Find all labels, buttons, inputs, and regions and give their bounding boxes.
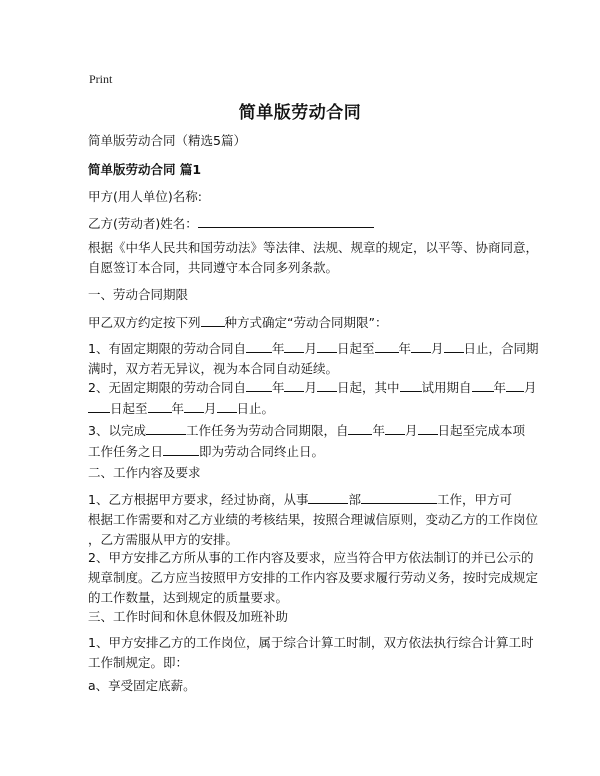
blank <box>317 377 337 392</box>
blank <box>284 338 304 353</box>
section-1-heading: 一、劳动合同期限 <box>88 287 189 302</box>
fixed-term-text: 年 <box>398 341 412 356</box>
fixed-term-text: 日起至 <box>337 341 375 356</box>
open-term-text: 日止。 <box>236 401 275 416</box>
fixed-term-text: 月 <box>431 341 444 356</box>
job-text: 部 <box>348 492 361 507</box>
requirements-paragraph <box>88 548 539 608</box>
job-line <box>88 489 520 510</box>
task-term-text: 日起至完成本项 <box>437 423 526 438</box>
fixed-term-text: 年 <box>271 341 285 356</box>
blank <box>284 377 304 392</box>
term-blank <box>201 312 225 327</box>
open-term-text: 年 <box>493 380 507 395</box>
task-term-text: 3、以完成 <box>88 423 146 438</box>
requirements-line: 的工作数量，达到规定的质量要求。 <box>88 590 289 605</box>
hours-paragraph <box>88 633 534 673</box>
open-term-text: 2、无固定期限的劳动合同自 <box>88 380 246 395</box>
fixed-term-line <box>88 338 539 359</box>
intro-paragraph <box>88 238 539 278</box>
term-text: 种方式确定“劳动合同期限”： <box>224 315 388 330</box>
document-subtitle: 简单版劳动合同（精选5篇） <box>88 133 246 148</box>
job-line: ，乙方需服从甲方的安排。 <box>88 532 239 547</box>
party-a-line <box>88 187 528 207</box>
salary-line: a、享受固定底薪。 <box>88 678 196 693</box>
blank <box>148 398 172 413</box>
blank <box>506 377 524 392</box>
open-term-paragraph <box>88 377 537 419</box>
open-term-text: 试用期自 <box>421 380 472 395</box>
open-term-text: 月 <box>204 401 217 416</box>
open-term-text: 月 <box>304 380 317 395</box>
fixed-term-line: 满时，双方若无异议，视为本合同自动延续。 <box>88 361 339 376</box>
fixed-term-paragraph <box>88 338 539 379</box>
blank <box>385 420 405 435</box>
blank <box>400 377 422 392</box>
blank <box>246 377 272 392</box>
section-3-heading: 三、工作时间和休息休假及加班补助 <box>88 609 289 624</box>
fixed-term-text: 月 <box>304 341 317 356</box>
hours-line: 1、甲方安排乙方的工作岗位，属于综合计算工时制，双方依法执行综合计算工时 <box>88 635 534 650</box>
job-text: 1、乙方根据甲方要求，经过协商，从事 <box>88 492 309 507</box>
party-b-line <box>88 213 528 234</box>
party-b-label: 乙方(劳动者)姓名： <box>88 216 198 231</box>
term-type-line <box>88 312 528 333</box>
task-term-line <box>88 420 526 441</box>
section-heading: 简单版劳动合同 篇1 <box>88 162 202 177</box>
blank <box>146 420 186 435</box>
open-term-line <box>88 398 520 419</box>
blank <box>246 338 272 353</box>
open-term-text: 年 <box>271 380 285 395</box>
open-term-text: 日起，其中 <box>337 380 400 395</box>
fixed-term-text: 1、有固定期限的劳动合同自 <box>88 341 246 356</box>
job-line: 根据工作需要和对乙方业绩的考核结果，按照合理诚信原则，变动乙方的工作岗位 <box>88 512 539 527</box>
print-label[interactable]: Print <box>89 72 113 86</box>
task-term-paragraph <box>88 420 526 462</box>
open-term-text: 年 <box>171 401 185 416</box>
blank <box>348 420 372 435</box>
job-text: 工作，甲方可 <box>436 492 512 507</box>
open-term-line <box>88 377 537 398</box>
task-term-text: 工作任务为劳动合同期限，自 <box>185 423 349 438</box>
blank <box>163 441 199 456</box>
party-a-label: 甲方(用人单位)名称: <box>88 189 202 204</box>
blank <box>375 338 399 353</box>
task-term-text: 年 <box>372 423 385 438</box>
blank <box>317 338 337 353</box>
task-term-text: 月 <box>404 423 418 438</box>
blank <box>418 420 438 435</box>
open-term-text: 日起至 <box>110 401 148 416</box>
blank <box>88 398 110 413</box>
job-paragraph <box>88 489 539 550</box>
party-b-blank <box>198 213 374 228</box>
blank <box>472 377 494 392</box>
blank <box>411 338 431 353</box>
requirements-line: 2、甲方安排乙方所从事的工作内容及要求，应当符合甲方依法制订的并已公示的 <box>88 550 534 565</box>
blank <box>361 489 437 504</box>
task-term-text: 工作任务之日 <box>88 444 164 459</box>
hours-line: 工作制规定。即： <box>88 655 189 670</box>
intro-line: 自愿签订本合同，共同遵守本合同多列条款。 <box>88 260 339 275</box>
open-term-text: 月 <box>524 380 537 395</box>
section-2-heading: 二、工作内容及要求 <box>88 465 201 480</box>
blank <box>444 338 464 353</box>
blank <box>308 489 348 504</box>
intro-line: 根据《中华人民共和国劳动法》等法律、法规、规章的规定，以平等、协商同意， <box>88 240 539 255</box>
term-text: 甲乙双方约定按下列 <box>88 315 201 330</box>
task-term-text: 即为劳动合同终止日。 <box>199 444 325 459</box>
task-term-line <box>88 441 520 462</box>
fixed-term-text: 日止，合同期 <box>463 341 539 356</box>
blank <box>217 398 237 413</box>
document-title: 简单版劳动合同 <box>238 103 362 123</box>
requirements-line: 规章制度。乙方应当按照甲方安排的工作内容及要求履行劳动义务，按时完成规定 <box>88 570 539 585</box>
blank <box>184 398 204 413</box>
